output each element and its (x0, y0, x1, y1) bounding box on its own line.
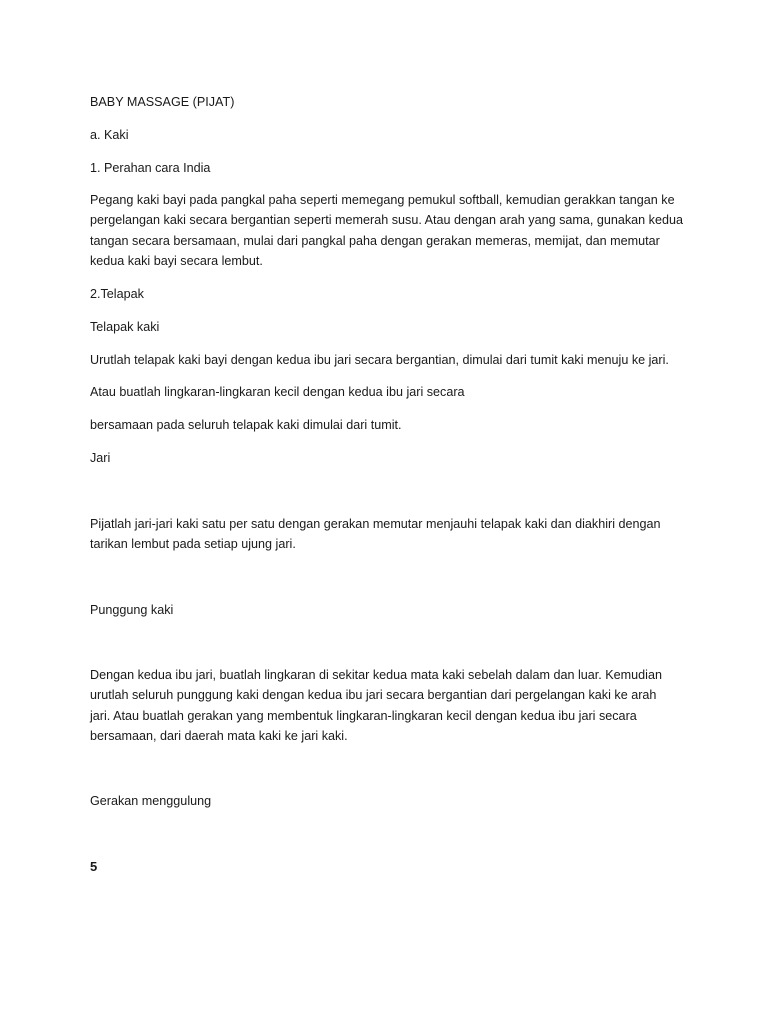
telapak-kaki-text-line-1: Urutlah telapak kaki bayi dengan kedua ibu jari secara bergantian, dimulai dari tumit kaki menuju ke jari. (90, 353, 669, 367)
telapak-kaki-text-line-2: Atau buatlah lingkaran-lingkaran kecil dengan kedua ibu jari secara (90, 385, 465, 399)
subheading-telapak-kaki: Telapak kaki (90, 320, 160, 334)
paragraph-punggung-kaki (90, 665, 690, 746)
subheading-jari: Jari (90, 451, 111, 465)
subheading-gerakan-menggulung: Gerakan menggulung (90, 794, 212, 808)
paragraph-line: Dengan kedua ibu jari, buatlah lingkaran di sekitar kedua mata kaki sebelah dalam dan luar. Kemudian (90, 668, 662, 682)
paragraph-line: jari. Atau buatlah gerakan yang membentuk lingkaran-lingkaran kecil dengan kedua ibu jari secara (90, 708, 637, 723)
paragraph-line: bersamaan, dari daerah mata kaki ke jari kaki. (90, 728, 348, 743)
paragraph-line: tarikan lembut pada setiap ujung jari. (90, 537, 296, 552)
paragraph-perahan-cara-india (90, 190, 690, 271)
telapak-kaki-text-line-3: bersamaan pada seluruh telapak kaki dimulai dari tumit. (90, 418, 402, 432)
paragraph-line: pergelangan kaki secara bergantian seperti memerah susu. Atau dengan arah yang sama, gunakan kedua (90, 213, 684, 228)
paragraph-line: urutlah seluruh punggung kaki dengan kedua ibu jari secara bergantian dari pergelangan kaki ke arah (90, 688, 657, 703)
subheading-punggung-kaki: Punggung kaki (90, 603, 174, 617)
paragraph-line: Pegang kaki bayi pada pangkal paha seperti memegang pemukul softball, kemudian gerakkan tangan ke (90, 193, 675, 207)
paragraph-jari (90, 514, 690, 555)
document-title: BABY MASSAGE (PIJAT) (90, 95, 235, 109)
page-number: 5 (90, 859, 98, 874)
item-heading-telapak: 2.Telapak (90, 287, 144, 301)
section-heading-kaki: a. Kaki (90, 128, 129, 142)
paragraph-line: tangan secara bersamaan, mulai dari pangkal paha dengan gerakan memeras, memijat, dan memutar (90, 233, 660, 248)
paragraph-line: Pijatlah jari-jari kaki satu per satu dengan gerakan memutar menjauhi telapak kaki dan diakhiri dengan (90, 517, 661, 531)
paragraph-line: kedua kaki bayi secara lembut. (90, 253, 263, 268)
item-heading-perahan-cara-india: 1. Perahan cara India (90, 161, 211, 175)
